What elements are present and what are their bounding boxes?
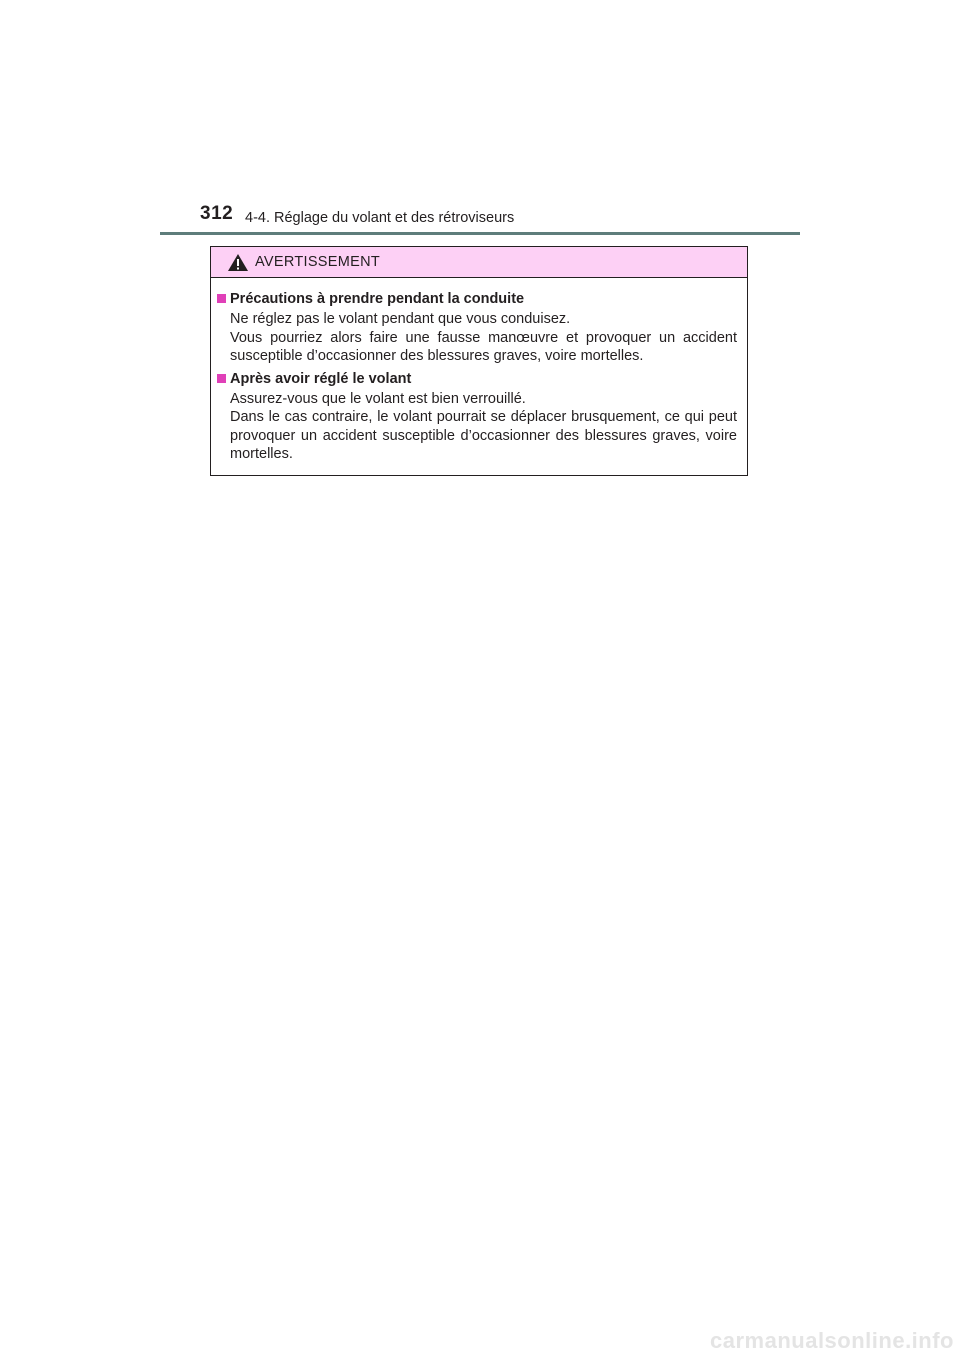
warning-header <box>211 247 747 278</box>
section-title: 4-4. Réglage du volant et des rétroviseurs <box>245 210 515 226</box>
square-bullet-icon <box>217 374 226 383</box>
item-paragraph: Dans le cas contraire, le volant pourrait se déplacer brusquement, ce qui peut provoquer un accident susceptible d’occasionner des blessures graves, voire mortelles. <box>230 409 737 462</box>
item-text <box>215 310 737 366</box>
warning-title: AVERTISSEMENT <box>255 254 381 270</box>
warning-item-driving <box>215 290 737 366</box>
square-bullet-icon <box>217 294 226 303</box>
warning-triangle-icon <box>227 253 249 272</box>
warning-item-after-adjusting <box>215 370 737 464</box>
watermark: carmanualsonline.info <box>710 1328 954 1353</box>
item-paragraph: Vous pourriez alors faire une fausse manœuvre et provoquer un accident susceptible d’occasionner des blessures graves, voire mortelles. <box>230 329 737 364</box>
item-heading <box>215 370 737 388</box>
item-paragraph: Ne réglez pas le volant pendant que vous conduisez. <box>230 311 571 327</box>
item-heading <box>215 290 737 308</box>
header-rule <box>160 232 800 235</box>
page-number: 312 <box>200 203 234 224</box>
warning-box <box>210 246 748 476</box>
item-heading-text: Après avoir réglé le volant <box>230 370 412 387</box>
item-heading-text: Précautions à prendre pendant la conduite <box>230 291 525 307</box>
item-text <box>215 390 737 464</box>
item-paragraph: Assurez-vous que le volant est bien verrouillé. <box>230 390 526 407</box>
warning-body <box>211 278 747 464</box>
